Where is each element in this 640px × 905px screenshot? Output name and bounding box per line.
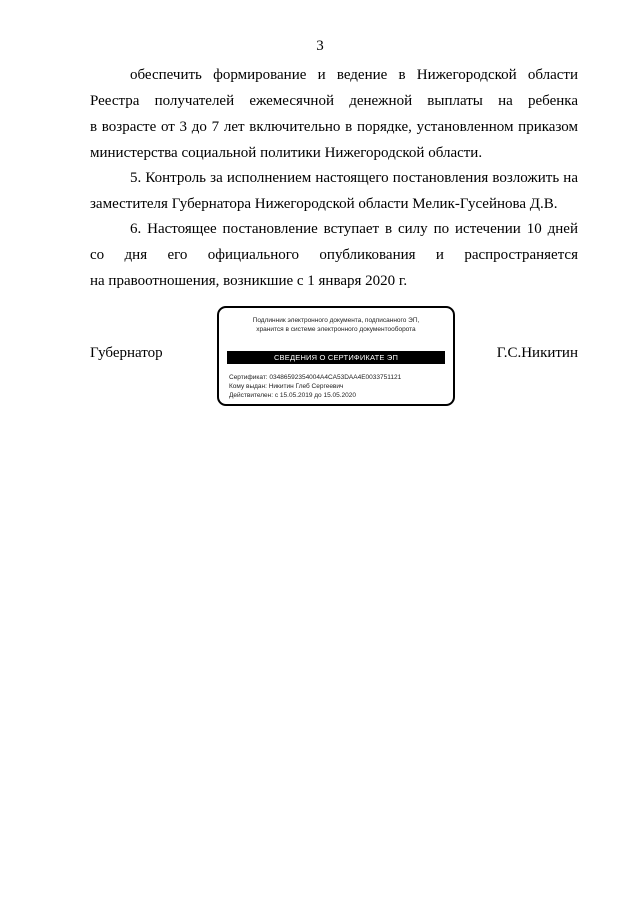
text-line: на правоотношения, возникшие с 1 января 2020 г. [90, 273, 408, 289]
text-line: 6. Настоящее постановление вступает в силу по истечении 10 дней [130, 221, 578, 237]
signer-name: Г.С.Никитин [496, 345, 578, 361]
stamp-caption [219, 316, 453, 334]
paragraph-control [90, 165, 578, 217]
text-line: обеспечить формирование и ведение в Нижегородской области [130, 67, 578, 83]
electronic-signature-stamp [217, 306, 455, 406]
text-line: со дня его официального опубликования и распространяется [90, 247, 578, 263]
text-line: 5. Контроль за исполнением настоящего постановления возложить на [130, 170, 578, 186]
paragraph-registry [90, 62, 578, 166]
stamp-caption-line: хранится в системе электронного документооборота [256, 326, 416, 333]
certificate-owner: Кому выдан: Никитин Глеб Сергеевич [229, 383, 344, 390]
text-line: Реестра получателей ежемесячной денежной выплаты на ребенка [90, 93, 578, 109]
text-line: заместителя Губернатора Нижегородской области Мелик-Гусейнова Д.В. [90, 196, 558, 212]
stamp-details [229, 373, 401, 400]
certificate-validity: Действителен: с 15.05.2019 до 15.05.2020 [229, 392, 357, 399]
text-line: министерства социальной политики Нижегородской области. [90, 145, 483, 161]
signer-position: Губернатор [90, 345, 163, 361]
stamp-header: СВЕДЕНИЯ О СЕРТИФИКАТЕ ЭП [227, 351, 445, 364]
text-line: в возрасте от 3 до 7 лет включительно в порядке, установленном приказом [90, 119, 578, 135]
page-number: 3 [316, 38, 324, 54]
certificate-number: Сертификат: 03486592354004A4CA53DAA4E0033751121 [229, 374, 402, 381]
stamp-caption-line: Подлинник электронного документа, подписанного ЭП, [252, 317, 420, 324]
paragraph-effective-date [90, 216, 578, 294]
